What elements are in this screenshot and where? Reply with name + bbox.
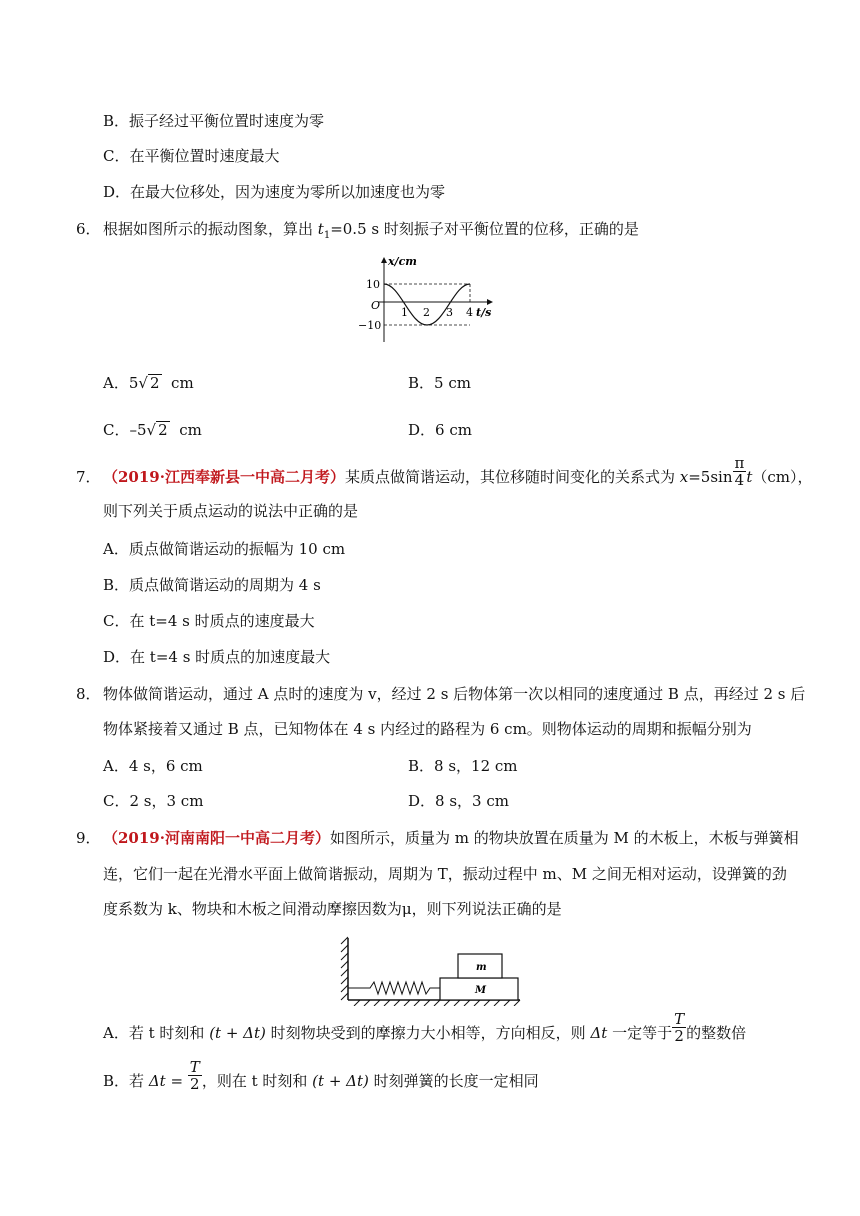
graph-xtick-3: 3: [446, 306, 453, 319]
q7-number: 7．: [76, 468, 101, 486]
block-m-label: m: [476, 962, 487, 973]
q8-option-a: A．4 s，6 cm: [103, 757, 203, 775]
graph-xtick-4: 4: [466, 306, 473, 319]
q7-option-d: D．在 t=4 s 时质点的加速度最大: [103, 648, 331, 666]
q9-stem-line2: 连，它们一起在光滑水平面上做简谐振动，周期为 T，振动过程中 m、M 之间无相对运动，设弹簧的劲: [103, 865, 787, 883]
graph-y-label: x/cm: [388, 255, 417, 268]
q5-option-d: D．在最大位移处，因为速度为零所以加速度也为零: [103, 183, 446, 201]
q8-number: 8．: [76, 685, 101, 703]
q8-option-d: D．8 s，3 cm: [408, 792, 509, 810]
q9-number: 9．: [76, 829, 101, 847]
q6-option-b: B．5 cm: [408, 374, 471, 392]
graph-xtick-1: 1: [401, 306, 408, 319]
graph-y-top: 10: [366, 278, 380, 291]
q9-stem-line3: 度系数为 k、物块和木板之间滑动摩擦因数为μ，则下列说法正确的是: [103, 900, 562, 918]
q8-option-b: B．8 s，12 cm: [408, 757, 518, 775]
q6-option-d: D．6 cm: [408, 421, 472, 439]
q6-number: 6．: [76, 220, 101, 238]
graph-xtick-2: 2: [423, 306, 430, 319]
board-M-label: M: [475, 985, 487, 996]
q9-spring-block-figure: [340, 934, 522, 1006]
graph-origin: O: [371, 299, 381, 312]
q6-vibration-graph: [352, 252, 502, 344]
q5-option-b: B．振子经过平衡位置时速度为零: [103, 112, 325, 130]
q9-option-b: B．若 Δt = $\frac{T}{2}$ ，则在 t 时刻和 (t + Δt) 时刻弹簧的长度一定相同: [103, 1057, 539, 1093]
q8-stem-line2: 物体紧接着又通过 B 点，已知物体在 4 s 内经过的路程为 6 cm。则物体运动的周期和振幅分别为: [103, 720, 752, 738]
q7-source: （2019·江西奉新县一中高二月考）: [103, 468, 345, 486]
graph-y-bottom: −10: [358, 319, 382, 332]
q6-option-a: A．5√ 2 cm: [103, 374, 194, 392]
q7-option-a: A．质点做简谐运动的振幅为 10 cm: [103, 540, 346, 558]
q5-option-c: C．在平衡位置时速度最大: [103, 147, 280, 165]
q9-source: （2019·河南南阳一中高二月考）: [103, 829, 330, 847]
q8-option-c: C．2 s，3 cm: [103, 792, 204, 810]
q7-stem-line2: 则下列关于质点运动的说法中正确的是: [103, 502, 359, 520]
q9-option-a: A．若 t 时刻和 (t + Δt) 时刻物块受到的摩擦力大小相等，方向相反，则 Δt 一定等于 $\frac{T}{2}$ 的整数倍: [103, 1009, 747, 1045]
q7-option-c: C．在 t=4 s 时质点的速度最大: [103, 612, 315, 630]
q7-option-b: B．质点做简谐运动的周期为 4 s: [103, 576, 321, 594]
q6-option-c: C．–5√ 2 cm: [103, 421, 202, 439]
graph-x-label: t/s: [476, 306, 492, 319]
